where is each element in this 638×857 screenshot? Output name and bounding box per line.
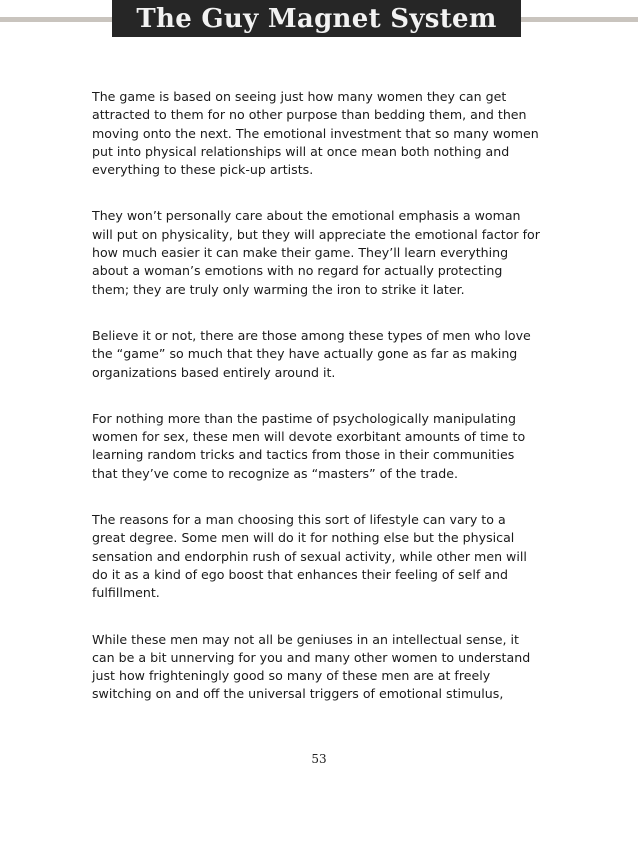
paragraph: The game is based on seeing just how many women they can get attracted to them for no other purpose than bedding them, and then moving onto the next. The emotional investment that so many women put into physical relationships will at once mean both nothing and everything to these pick-up artists. [92, 89, 539, 178]
page-number: 53 [311, 752, 327, 766]
page-title: The Guy Magnet System [136, 3, 497, 34]
header-banner [112, 0, 521, 37]
header-rule-left [0, 17, 112, 22]
paragraph: The reasons for a man choosing this sort of lifestyle can vary to a great degree. Some men will do it for nothing else but the physical sensation and endorphin rush of sexual activity, while other men will do it as a kind of ego boost that enhances their feeling of self and fulfillment. [92, 512, 527, 601]
paragraph: For nothing more than the pastime of psychologically manipulating women for sex, these men will devote exorbitant amounts of time to learning random tricks and tactics from those in their communities that they’ve come to recognize as “masters” of the trade. [92, 410, 526, 481]
paragraph: While these men may not all be geniuses in an intellectual sense, it can be a bit unnerving for you and many other women to understand just how frighteningly good so many of these men are at freely switching on and off the universal triggers of emotional stimulus, [92, 631, 531, 702]
header-rule-right [521, 17, 638, 22]
paragraph: They won’t personally care about the emotional emphasis a woman will put on physicality, but they will appreciate the emotional factor for how much easier it can make their game. They’ll learn everything about a woman’s emotions with no regard for actually protecting them; they are truly only warming the iron to strike it later. [92, 208, 540, 297]
document-body [92, 88, 542, 732]
paragraph: Believe it or not, there are those among these types of men who love the “game” so much that they have actually gone as far as making organizations based entirely around it. [92, 327, 531, 380]
